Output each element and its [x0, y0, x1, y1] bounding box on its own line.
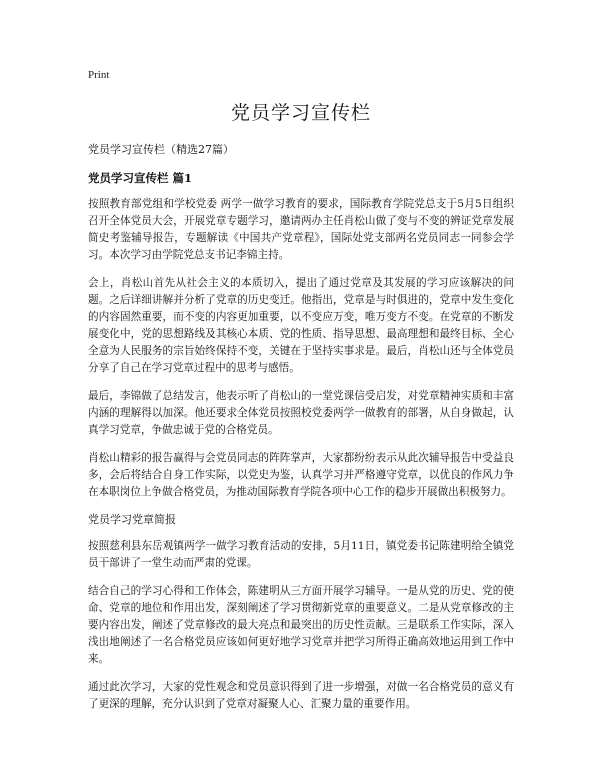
document-subtitle: 党员学习宣传栏（精选27篇）	[88, 143, 234, 156]
section-heading-1: 党员学习宣传栏 篇1	[88, 171, 193, 185]
document-title: 党员学习宣传栏	[230, 102, 371, 124]
paragraph: 按照慈利县东岳观镇两学一做学习教育活动的安排，5月11日，镇党委书记陈建明给全镇党员干部讲了一堂生动而严肃的党课。	[88, 540, 514, 569]
section-heading-2: 党员学习党章简报	[88, 513, 176, 526]
paragraph: 通过此次学习，大家的党性观念和党员意识得到了进一步增强，对做一名合格党员的意义有了更深的理解，充分认识到了党章对凝聚人心、汇聚力量的重要作用。	[88, 681, 514, 710]
paragraph: 最后，李锦做了总结发言，他表示听了肖松山的一堂党课信受启发，对党章精神实质和丰富内涵的理解得以加深。他还要求全体党员按照校党委两学一做教育的部署，从自身做起，认真学习党章，争做忠诚于党的合格党员。	[88, 390, 514, 436]
paragraph: 会上，肖松山首先从社会主义的本质切入，提出了通过党章及其发展的学习应该解决的问题。之后详细讲解并分析了党章的历史变迁。他指出，党章是与时俱进的，党章中发生变化的内容固然重要，而不变的内容更加重要，以不变应万变，唯万变方不变。在党章的不断发展变化中，党的思想路线及其核心本质、党的性质、指导思想、最高理想和最终目标、全心全意为人民服务的宗旨始终保持不变，关键在于坚持实事求是。最后，肖松山还与全体党员分享了自己在学习党章过程中的思考与感悟。	[88, 277, 514, 374]
paragraph: 按照教育部党组和学校党委 两学一做学习教育的要求，国际教育学院党总支于5月5日组织召开全体党员大会，开展党章专题学习，邀请两办主任肖松山做了变与不变的辨证党章发展简史考鉴辅导报告，专题解读《中国共产党章程》，国际处党支部两名党员同志一同参会学习。本次学习由学院党总支书记李锦主持。	[88, 198, 514, 261]
paragraph: 肖松山精彩的报告赢得与会党员同志的阵阵掌声，大家都纷纷表示从此次辅导报告中受益良多，会后将结合自身工作实际，以党史为鉴，认真学习并严格遵守党章，以优良的作风力争在本职岗位上争做合格党员，为推动国际教育学院各项中心工作的稳步开展做出积极努力。	[88, 452, 514, 498]
print-label: Print	[88, 69, 110, 81]
paragraph: 结合自己的学习心得和工作体会，陈建明从三方面开展学习辅导。一是从党的历史、党的使命、党章的地位和作用出发，深刻阐述了学习贯彻新党章的重要意义。二是从党章修改的主要内容出发，阐述了党章修改的最大亮点和最突出的历史性贡献。三是联系工作实际，深入浅出地阐述了一名合格党员应该如何更好地学习党章并把学习所得正确高效地运用到工作中来。	[88, 585, 514, 665]
